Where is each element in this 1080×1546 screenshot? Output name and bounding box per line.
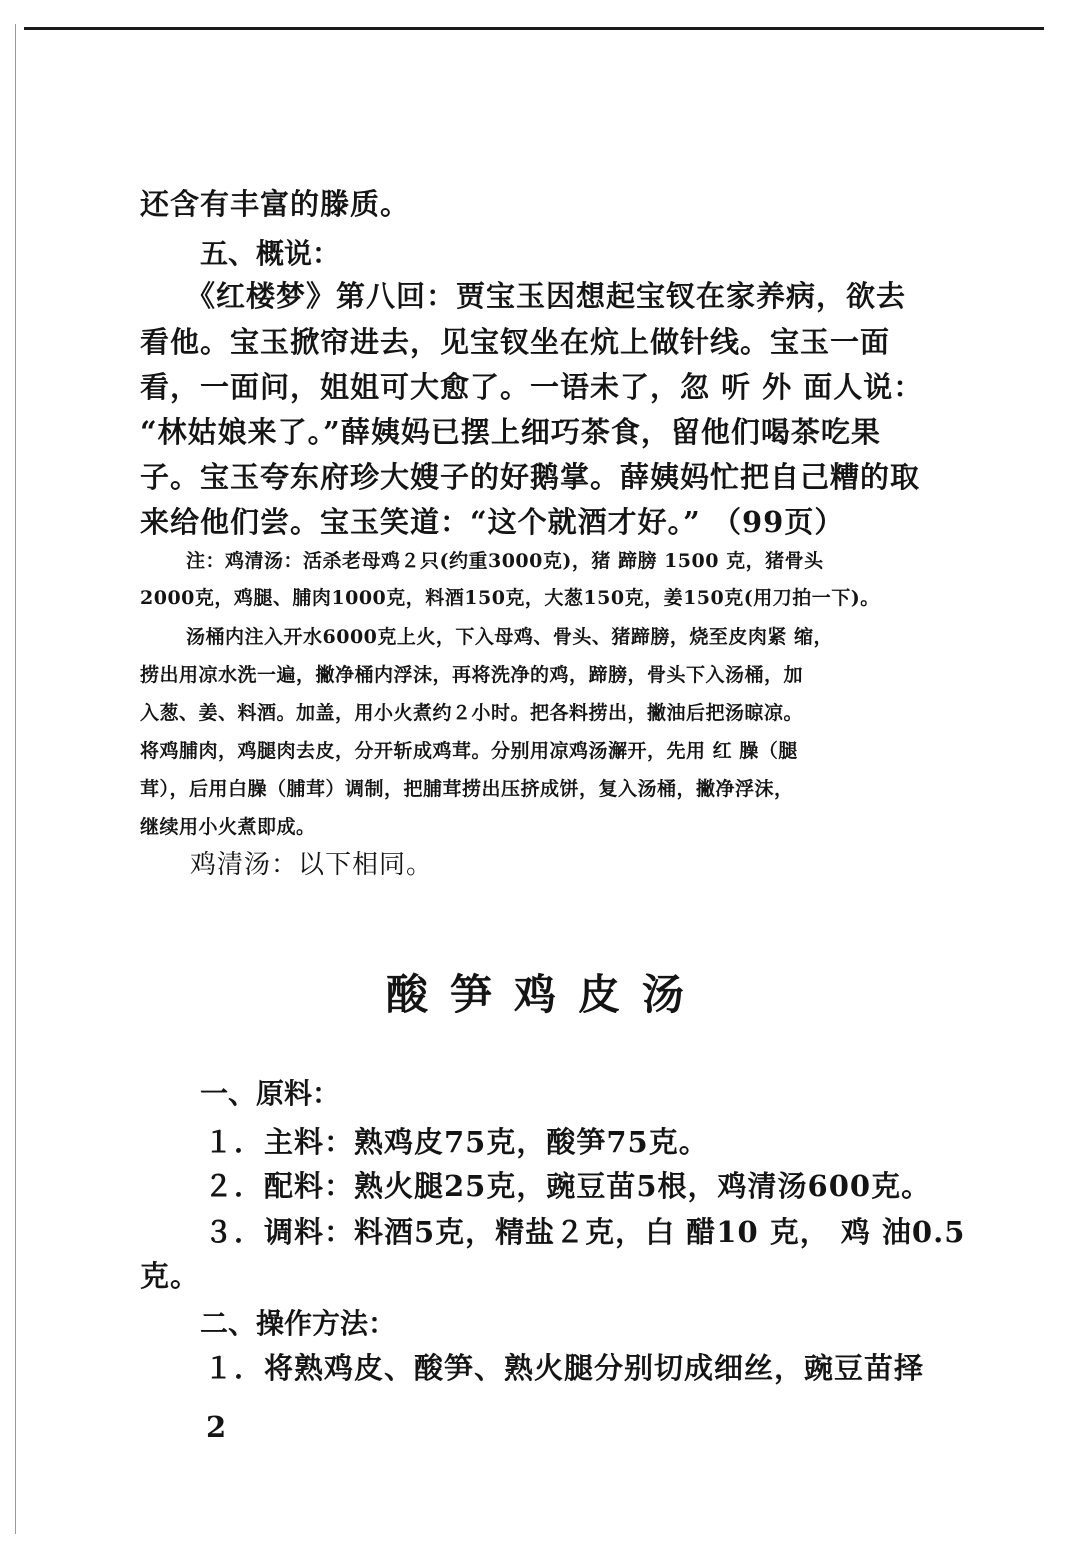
ingredient-seasoning: ３．调料：料酒5克，精盐２克，白 醋10 克， 鸡 油0.5 [204,1215,966,1249]
body-line: 看他。宝玉掀帘进去，见宝钗坐在炕上做针线。宝玉一面 [140,325,891,359]
note-line: 汤桶内注入开水6000克上火，下入母鸡、骨头、猪蹄膀，烧至皮肉紧 缩， [186,626,833,648]
ingredient-main: １．主料：熟鸡皮75克，酸笋75克。 [204,1125,709,1159]
note-line: 将鸡脯肉，鸡腿肉去皮，分开斩成鸡茸。分别用凉鸡汤澥开，先用 红 臊（腿 [140,740,798,762]
note-line: 2000克，鸡腿、脯肉1000克，料酒150克，大葱150克，姜150克(用刀拍一下)。 [140,587,880,609]
body-line: 子。宝玉夸东府珍大嫂子的好鹅掌。薛姨妈忙把自己糟的取 [140,460,921,494]
note-line: 茸），后用白臊（脯茸）调制，把脯茸捞出压挤成饼，复入汤桶，撇净浮沫， [140,778,794,800]
note-line: 继续用小火煮即成。 [140,816,316,838]
body-line: “林姑娘来了。”薛姨妈已摆上细巧茶食，留他们喝茶吃果 [140,415,881,449]
left-margin-rule [15,24,16,1534]
body-line: 《红楼梦》第八回：贾宝玉因想起宝钗在家养病，欲去 [186,279,907,313]
note-footer: 鸡清汤：以下相同。 [190,850,434,880]
recipe-title: 酸笋鸡皮汤 [386,970,707,1019]
top-border-rule [24,27,1044,30]
note-line: 注：鸡清汤：活杀老母鸡２只(约重3000克)，猪 蹄膀 1500 克，猪骨头 [186,550,824,572]
method-step: １．将熟鸡皮、酸笋、熟火腿分别切成细丝，豌豆苗择 [204,1351,925,1385]
body-line: 还含有丰富的滕质。 [140,187,411,221]
ingredient-seasoning-cont: 克。 [140,1259,201,1293]
ingredient-secondary: ２．配料：熟火腿25克，豌豆苗5根，鸡清汤600克。 [204,1169,932,1203]
note-line: 捞出用凉水洗一遍，撇净桶内浮沫，再将洗净的鸡，蹄膀，骨头下入汤桶，加 [140,664,804,686]
section-heading-overview: 五、概说： [200,237,341,270]
section-heading-method: 二、操作方法： [200,1307,397,1340]
section-heading-ingredients: 一、原料： [200,1077,341,1110]
page-number: 2 [206,1410,228,1444]
body-line: 看，一面问，姐姐可大愈了。一语未了，忽 听 外 面人说： [140,370,924,404]
body-line: 来给他们尝。宝玉笑道：“这个就酒才好。” （99页） [140,505,845,539]
note-line: 入葱、姜、料酒。加盖，用小火煮约２小时。把各料捞出，撇油后把汤晾凉。 [140,702,804,724]
